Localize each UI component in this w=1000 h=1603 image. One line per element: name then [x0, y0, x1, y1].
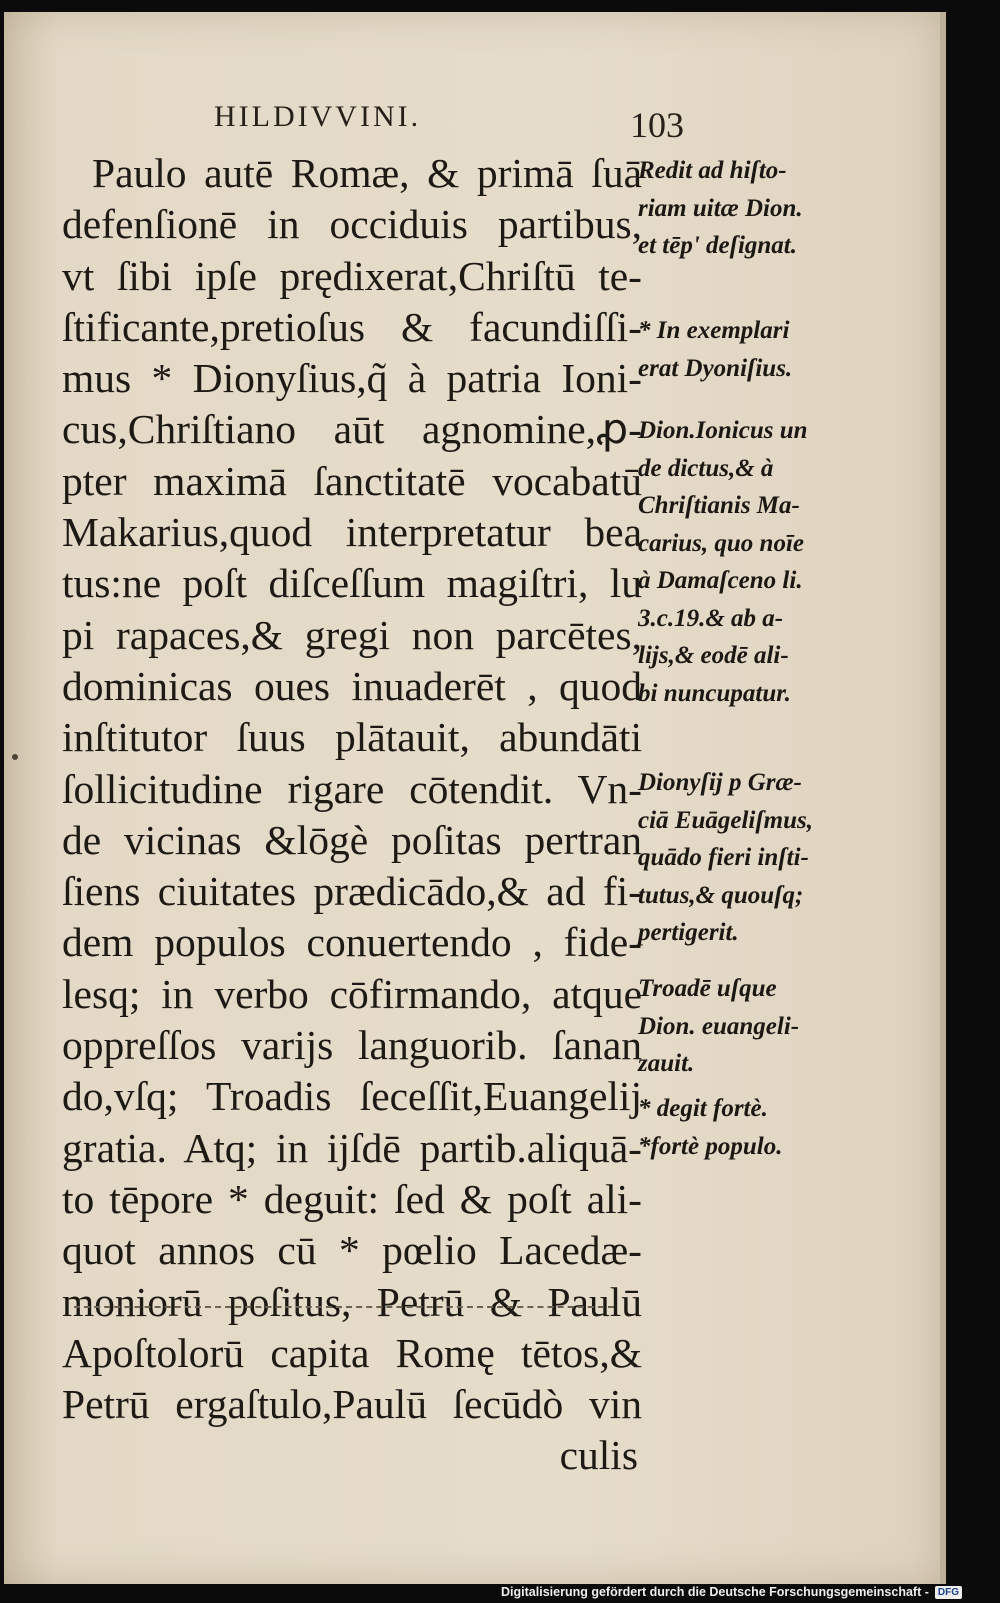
- text-line: vt ſibi ipſe prędixerat,Chriſtū te-: [62, 252, 642, 299]
- book-page: [4, 12, 946, 1584]
- text-line: quot annos cū * pœlio Lacedæ-: [62, 1227, 642, 1274]
- marginal-note-line: Dion.Ionicus un: [638, 417, 808, 444]
- marginal-note-line: à Damaſceno li.: [638, 567, 803, 594]
- marginal-note: [638, 1090, 768, 1128]
- text-line: cus,Chriſtiano aūt agnomine,ꝓ-: [62, 406, 642, 453]
- marginal-note-line: Redit ad hiſto-: [638, 157, 787, 184]
- marginal-note-line: pertigerit.: [638, 919, 739, 946]
- text-line: pter maximā ſanctitatē vocabatū: [62, 457, 642, 504]
- marginal-note-line: Dionyſij p Græ-: [638, 769, 802, 796]
- marginal-note-line: quādo fieri inſti-: [638, 844, 809, 871]
- text-line: moniorū poſitus, Petrū & Paulū: [62, 1278, 642, 1325]
- marginal-note: [638, 1128, 782, 1166]
- marginal-note-line: de dictus,& à: [638, 454, 774, 482]
- marginal-note: [638, 412, 808, 712]
- marginal-note-line: lijs,& eodē ali-: [638, 642, 789, 669]
- text-line: gratia. Atq; in ijſdē partib.aliquā-: [62, 1124, 642, 1171]
- marginal-note-line: Dion. euangeli-: [638, 1012, 800, 1040]
- main-text-column: [62, 148, 642, 1482]
- text-line: Paulo autē Romæ, & primā ſuā: [92, 150, 642, 196]
- marginal-note-line: Troadē uſque: [638, 975, 777, 1002]
- text-line: ſtificante,pretioſus & facundiſſi-: [62, 303, 642, 350]
- marginal-note-line: zauit.: [638, 1050, 695, 1077]
- marginal-note-line: et tēp' deſignat.: [638, 232, 797, 259]
- text-line: dominicas oues inuaderēt , quod: [62, 662, 642, 709]
- marginal-note: [638, 970, 799, 1083]
- marginal-note-line: riam uitæ Dion.: [638, 194, 803, 222]
- marginal-note-line: * In exemplari: [638, 317, 790, 344]
- text-line: Apoſtolorū capita Romę tētos,&: [62, 1329, 642, 1376]
- text-line: pi rapaces,& gregi non parcētes,: [62, 611, 642, 658]
- text-line: do,vſq; Troadis ſeceſſit,Euangelij: [62, 1073, 642, 1120]
- marginal-note: [638, 312, 792, 387]
- text-line: ſiens ciuitates prædicādo,& ad fi-: [62, 868, 642, 915]
- marginal-note-line: bi nuncupatur.: [638, 679, 791, 707]
- text-line: mus * Dionyſius,q̃ à patria Ioni-: [62, 355, 642, 402]
- text-line: dem populos conuertendo , fide-: [62, 919, 642, 966]
- text-line: to tēpore * deguit: ſed & poſt ali-: [62, 1175, 642, 1222]
- marginal-note-line: Chriſtianis Ma-: [638, 492, 800, 519]
- footer-credit: Digitalisierung gefördert durch die Deutsche Forschungsgemeinschaft -: [501, 1585, 929, 1599]
- ink-speck: [12, 754, 18, 760]
- text-line: inſtitutor ſuus plātauit, abundāti: [62, 714, 642, 761]
- text-line: oppreſſos varijs languorib. ſanan: [62, 1022, 642, 1069]
- text-line: defenſionē in occiduis partibus,: [62, 201, 642, 248]
- marginal-note-line: ciā Euāgeliſmus,: [638, 806, 814, 834]
- marginal-note-line: tutus,& quouſq;: [638, 881, 804, 909]
- catchword: culis: [559, 1432, 638, 1479]
- marginal-note: [638, 764, 813, 952]
- text-line: de vicinas &lōgè poſitas pertran: [62, 816, 642, 863]
- marginal-note-line: *fortè populo.: [638, 1133, 783, 1160]
- dfg-logo: DFG: [935, 1586, 962, 1599]
- text-block-rule: [74, 1306, 614, 1308]
- text-line: tus:ne poſt diſceſſum magiſtri, lu: [62, 560, 642, 607]
- digitization-footer: [501, 1585, 962, 1599]
- running-head: HILDIVVINI.: [214, 100, 422, 133]
- text-line: lesq; in verbo cōfirmando, atque: [62, 970, 642, 1017]
- page-number: 103: [630, 105, 684, 145]
- text-line: Makarius,quod interpretatur bea: [62, 509, 642, 556]
- marginal-note-line: erat Dyoniſius.: [638, 354, 793, 382]
- marginal-note-line: carius, quo noīe: [638, 529, 805, 557]
- text-line: Petrū ergaſtulo,Paulū ſecūdò vin: [62, 1381, 642, 1428]
- text-line: ſollicitudine rigare cōtendit. Vn-: [62, 765, 642, 812]
- marginal-note-line: 3.c.19.& ab a-: [638, 604, 784, 632]
- marginal-note: [638, 152, 803, 265]
- marginal-note-line: * degit fortè.: [638, 1095, 768, 1122]
